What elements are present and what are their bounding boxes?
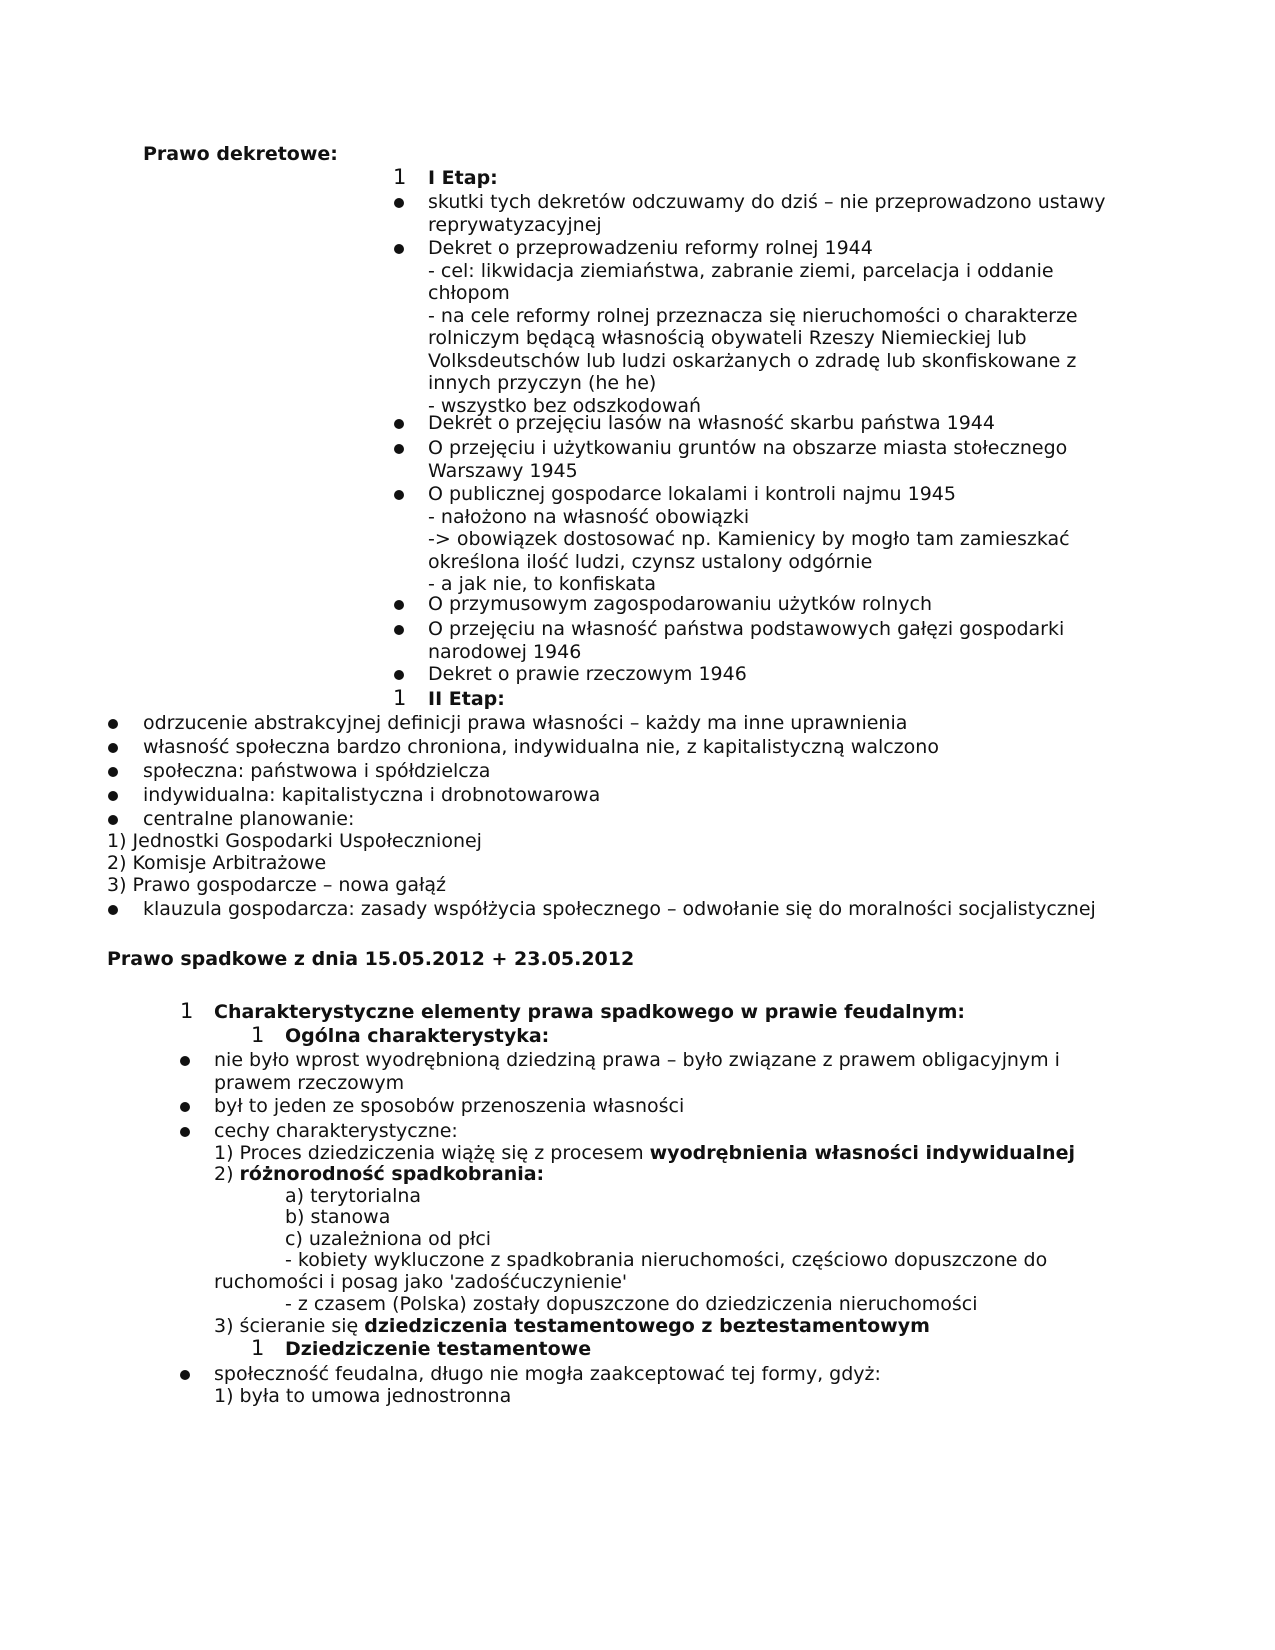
list-item [428,483,1070,596]
list-item-line: -> obowiązek dostosować np. Kamienicy by mogło tam zamieszkać [428,528,1070,550]
bullet-icon [108,719,118,729]
feature-emphasis: dziedziczenia testamentowego z beztestamentowym [364,1315,930,1337]
list-item-line: Dekret o przejęciu lasów na własność skarbu państwa 1944 [428,412,995,434]
sub-item: a) terytorialna [285,1185,422,1207]
bullet-icon [394,244,404,254]
list-item-line: O przymusowym zagospodarowaniu użytków rolnych [428,593,932,615]
feature-3 [214,1315,930,1338]
bullet-icon [394,625,404,635]
heading-level-2: Ogólna charakterystyka: [285,1025,550,1047]
list-item-line: - cel: likwidacja ziemiaństwa, zabranie ziemi, parcelacja i oddanie [428,259,1054,282]
list-item-line: Volksdeutschów lub ludzi oskarżanych o zdradę lub skonfiskowane z [428,349,1077,372]
sub-item: - kobiety wykluczone z spadkobrania nieruchomości, częściowo dopuszczone do [285,1249,1048,1271]
list-item-line: rolniczym będącą własnością obywateli Rzeszy Niemieckiej lub [428,327,1027,349]
list-item-line: - nałożono na własność obowiązki [428,505,750,528]
numbered-item: 1) Jednostki Gospodarki Uspołecznionej [107,830,482,852]
list-item: własność społeczna bardzo chroniona, indywidualna nie, z kapitalistyczną walczono [143,736,939,758]
list-item-line: - a jak nie, to konfiskata [428,573,657,595]
bullet-icon [108,905,118,915]
sub-item: - z czasem (Polska) zostały dopuszczone do dziedziczenia nieruchomości [285,1293,978,1315]
list-item-line: Dekret o przeprowadzeniu reformy rolnej 1944 [428,237,873,259]
feature-text: 1) Proces dziedziczenia wiążę się z procesem [214,1142,650,1164]
numbered-item: 2) Komisje Arbitrażowe [107,852,327,874]
list-item-line: skutki tych dekretów odczuwamy do dziś – nie przeprowadzono ustawy [428,191,1106,213]
bullet-icon [394,419,404,429]
numbered-item: 3) Prawo gospodarcze – nowa gałąź [107,874,446,896]
list-item-line: Warszawy 1945 [428,459,578,482]
list-item [428,593,932,616]
heading-level-1: Charakterystyczne elementy prawa spadkowego w prawie feudalnym: [214,1001,965,1023]
list-item [428,412,995,435]
list-item-line: reprywatyzacyjnej [428,213,602,236]
outline-number: 1 [393,165,407,189]
numbered-item: 1) była to umowa jednostronna [214,1385,512,1407]
list-item [428,618,1064,663]
outline-number: 1 [251,1336,265,1360]
bullet-icon [394,444,404,454]
outline-number: 1 [180,999,194,1023]
feature-text: 3) ścieranie się [214,1315,365,1337]
list-item-line: - wszystko bez odszkodowań [428,394,702,417]
feature-emphasis: wyodrębnienia własności indywidualnej [649,1142,1075,1164]
list-item-line: narodowej 1946 [428,640,582,663]
sub-item-continuation: ruchomości i posag jako 'zadośćuczynienie' [214,1271,628,1293]
list-item: odrzucenie abstrakcyjnej definicji prawa własności – każdy ma inne uprawnienia [143,712,908,734]
outline-number: 1 [393,686,407,710]
list-item: klauzula gospodarcza: zasady współżycia społecznego – odwołanie się do moralności socjalistycznej [143,898,1096,920]
bullet-icon [180,1370,190,1380]
list-item: społeczność feudalna, długo nie mogła zaakceptować tej formy, gdyż: [214,1363,881,1385]
list-item-line: nie było wprost wyodrębnioną dziedziną prawa – było związane z prawem obligacyjnym i [214,1049,1060,1071]
section-title-dekretowe: Prawo dekretowe: [143,143,338,165]
list-item-line: prawem rzeczowym [214,1071,405,1094]
list-item-line: chłopom [428,282,510,304]
bullet-icon [394,670,404,680]
list-item: był to jeden ze sposobów przenoszenia własności [214,1095,685,1117]
list-item [428,191,1106,236]
list-item-line: określona ilość ludzi, czynsz ustalony odgórnie [428,550,873,573]
bullet-icon [108,815,118,825]
bullet-icon [394,198,404,208]
bullet-icon [394,600,404,610]
list-item [428,663,747,686]
feature-2 [214,1163,544,1186]
list-item: centralne planowanie: [143,808,355,830]
sub-item: c) uzależniona od płci [285,1228,492,1250]
bullet-icon [180,1127,190,1137]
bullet-icon [180,1056,190,1066]
list-item: społeczna: państwowa i spółdzielcza [143,760,491,782]
list-item: indywidualna: kapitalistyczna i drobnotowarowa [143,784,601,806]
bullet-icon [108,743,118,753]
feature-emphasis: różnorodność spadkobrania: [239,1163,545,1185]
list-item-line: - na cele reformy rolnej przeznacza się nieruchomości o charakterze [428,304,1078,327]
sub-item: b) stanowa [285,1206,391,1228]
list-item [428,237,1078,417]
bullet-icon [108,791,118,801]
list-item [214,1049,1060,1094]
list-item-line: Dekret o prawie rzeczowym 1946 [428,663,747,685]
heading-etap-2: II Etap: [428,688,505,710]
list-item: cechy charakterystyczne: [214,1120,458,1142]
list-item-line: O przejęciu i użytkowaniu gruntów na obszarze miasta stołecznego [428,437,1068,459]
bullet-icon [108,767,118,777]
feature-1 [214,1142,1075,1165]
outline-number: 1 [251,1023,265,1047]
feature-text: 2) [214,1163,240,1185]
list-item-line: O przejęciu na własność państwa podstawowych gałęzi gospodarki [428,618,1065,640]
bullet-icon [180,1102,190,1112]
section-title-spadkowe: Prawo spadkowe z dnia 15.05.2012 + 23.05.2012 [107,948,635,970]
list-item [428,437,1067,482]
bullet-icon [394,490,404,500]
list-item-line: O publicznej gospodarce lokalami i kontroli najmu 1945 [428,483,956,505]
list-item-line: innych przyczyn (he he) [428,372,657,394]
heading-level-2: Dziedziczenie testamentowe [285,1338,592,1360]
heading-etap-1: I Etap: [428,167,498,189]
